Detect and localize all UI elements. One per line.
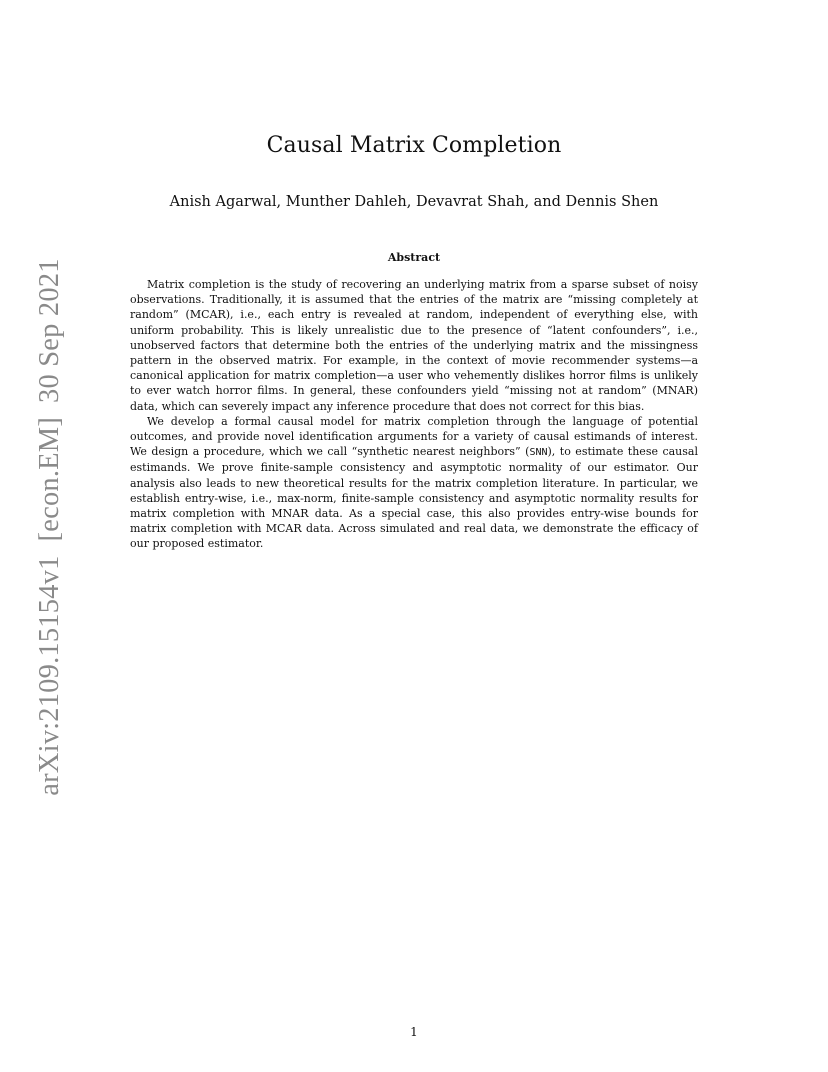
abstract-paragraph-2 — [130, 414, 698, 552]
abstract-paragraph-1: Matrix completion is the study of recovering an underlying matrix from a sparse subset of noisy observations. Traditionally, it is assumed that the entries of the matrix are “missing completely at random” (MCAR), i.e., each entry is revealed at random, independent of everything else, with uniform probability. This is likely unrealistic due to the presence of “latent confounders”, i.e., unobserved factors that determine both the entries of the underlying matrix and the missingness pattern in the observed matrix. For example, in the context of movie recommender systems—a canonical application for matrix completion—a user who vehemently dislikes horror films is unlikely to ever watch horror films. In general, these confounders yield “missing not at random” (MNAR) data, which can severely impact any inference procedure that does not correct for this bias. — [130, 278, 698, 413]
arxiv-id: arXiv:2109.15154v1 — [34, 555, 65, 796]
abstract-heading: Abstract — [387, 251, 441, 264]
arxiv-date: 30 Sep 2021 — [34, 258, 65, 403]
paper-title: Causal Matrix Completion — [266, 133, 562, 158]
abstract-body — [130, 277, 698, 552]
abstract-paragraph-2-text-b: ), to estimate these causal estimands. We prove finite-sample consistency and asymptotic normality of our estimator. Our analysis also leads to new theoretical results for the matrix completion literature. In particular, we establish entry-wise, i.e., max-norm, finite-sample consistency and asymptotic normality results for matrix completion with MNAR data. As a special case, this also provides entry-wise bounds for matrix completion with MCAR data. Across simulated and real data, we demonstrate the efficacy of our proposed estimator. — [130, 445, 698, 551]
snn-code: SNN — [529, 447, 548, 459]
arxiv-category: [econ.EM] — [34, 416, 65, 542]
abstract-paragraph-2-text-a: We develop a formal causal model for matrix completion through the language of potential outcomes, and provide novel identification arguments for a variety of causal estimands of interest. We design a procedure, which we call “synthetic nearest neighbors” ( — [130, 414, 698, 459]
arxiv-watermark — [34, 244, 66, 795]
author-list: Anish Agarwal, Munther Dahleh, Devavrat Shah, and Dennis Shen — [169, 194, 659, 210]
page-number: 1 — [410, 1025, 418, 1039]
